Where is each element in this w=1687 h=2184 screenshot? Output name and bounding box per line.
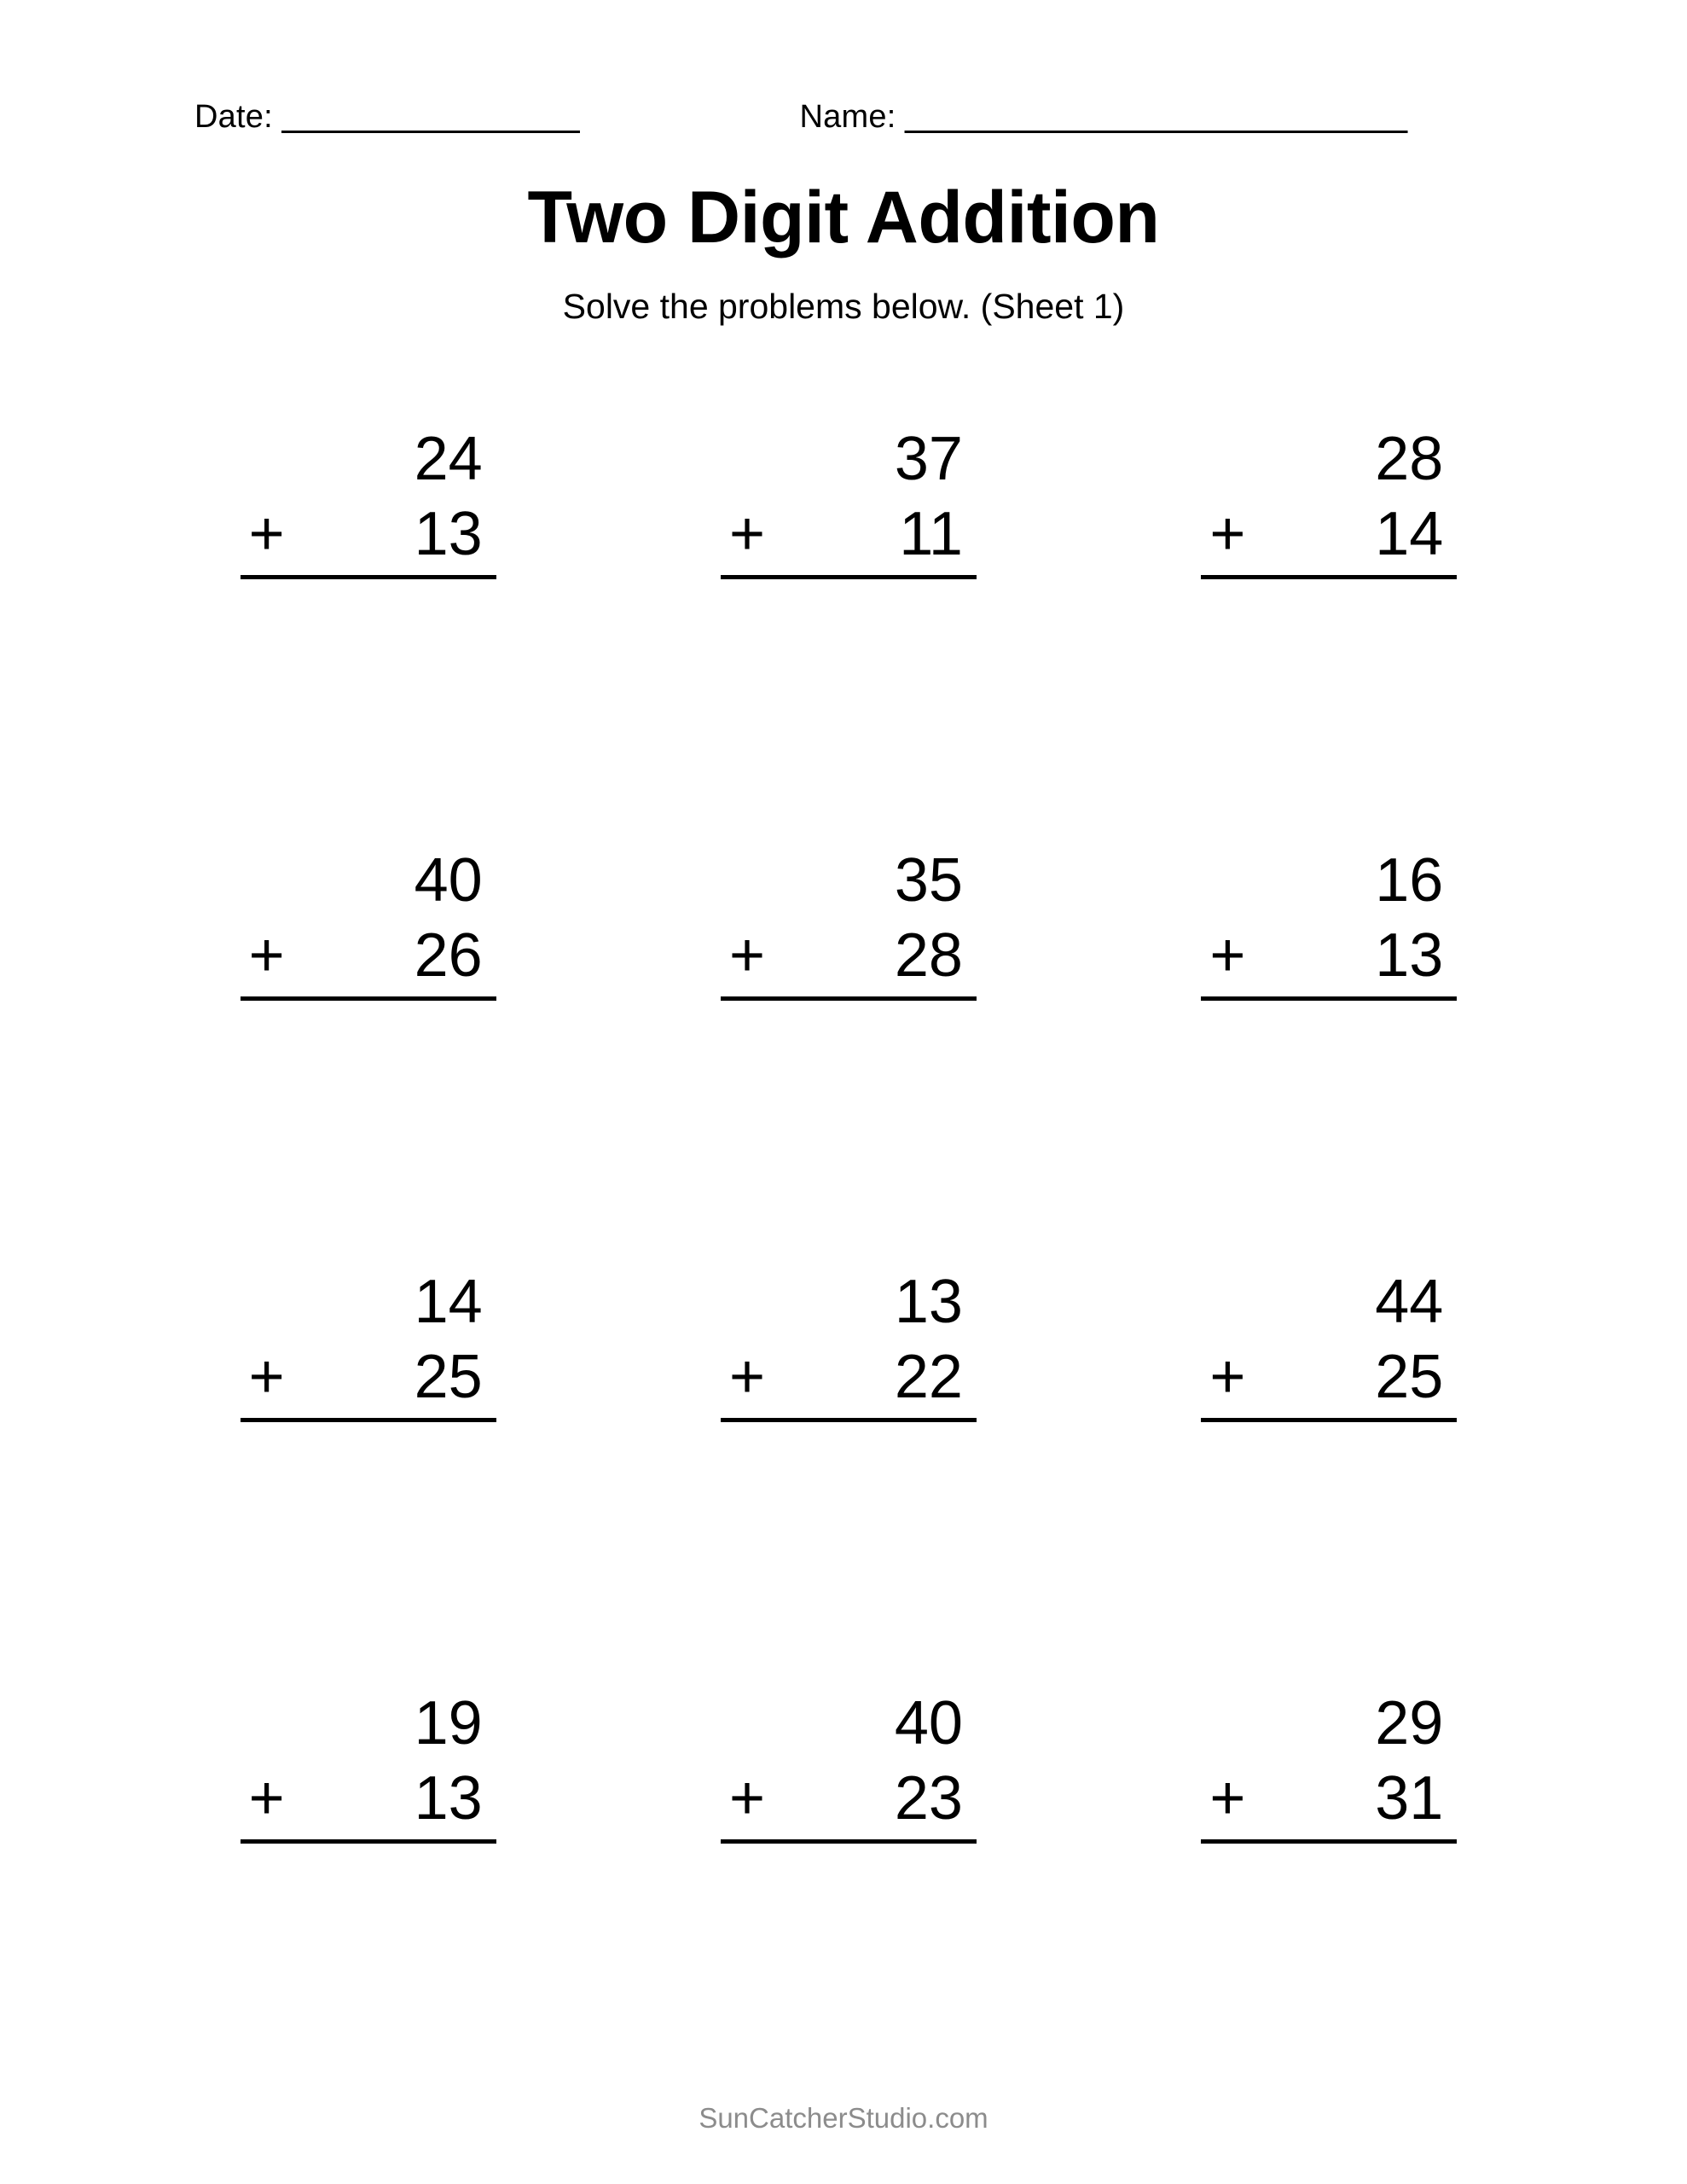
addend-bottom: 13 xyxy=(414,1764,483,1833)
plus-operator: + xyxy=(728,1764,766,1833)
addend-top: 16 xyxy=(1375,846,1444,915)
problem-cell xyxy=(608,1665,1088,2087)
addend-bottom: 13 xyxy=(1375,921,1444,990)
problem-8 xyxy=(721,1264,977,1482)
addend-bottom: 28 xyxy=(894,921,963,990)
addend-bottom-row xyxy=(241,918,496,1001)
plus-operator: + xyxy=(728,921,766,990)
answer-space[interactable] xyxy=(241,1001,496,1060)
addend-bottom: 31 xyxy=(1375,1764,1444,1833)
addend-bottom: 22 xyxy=(894,1343,963,1411)
addend-top: 13 xyxy=(894,1268,963,1336)
answer-space[interactable] xyxy=(241,1844,496,1903)
date-label: Date: xyxy=(194,99,273,135)
answer-space[interactable] xyxy=(721,579,977,639)
addend-bottom: 11 xyxy=(899,500,963,568)
addend-top: 28 xyxy=(1375,425,1444,493)
problem-cell xyxy=(1089,401,1569,822)
problem-6 xyxy=(1201,843,1457,1060)
problem-2 xyxy=(721,421,977,639)
answer-space[interactable] xyxy=(1201,579,1457,639)
addend-bottom-row xyxy=(721,918,977,1001)
addend-bottom-row xyxy=(1201,918,1457,1001)
addend-top: 44 xyxy=(1375,1268,1444,1336)
answer-space[interactable] xyxy=(721,1844,977,1903)
answer-space[interactable] xyxy=(721,1422,977,1482)
page-subtitle: Solve the problems below. (Sheet 1) xyxy=(562,287,1125,326)
addend-top: 40 xyxy=(894,1689,963,1757)
plus-operator: + xyxy=(728,1343,766,1411)
addend-bottom: 26 xyxy=(414,921,483,990)
name-field[interactable] xyxy=(800,101,1408,133)
problem-cell xyxy=(1089,822,1569,1244)
addend-bottom: 25 xyxy=(414,1343,483,1411)
problem-cell xyxy=(128,1665,608,2087)
answer-space[interactable] xyxy=(241,579,496,639)
answer-space[interactable] xyxy=(241,1422,496,1482)
problem-cell xyxy=(1089,1665,1569,2087)
addend-bottom: 25 xyxy=(1375,1343,1444,1411)
plus-operator: + xyxy=(1209,921,1246,990)
addend-bottom-row xyxy=(1201,497,1457,579)
plus-operator: + xyxy=(248,921,285,990)
date-field[interactable] xyxy=(194,101,580,133)
problem-10 xyxy=(241,1686,496,1903)
name-write-line[interactable] xyxy=(904,102,1407,133)
name-label: Name: xyxy=(799,99,896,135)
problem-cell xyxy=(128,822,608,1244)
problem-11 xyxy=(721,1686,977,1903)
answer-space[interactable] xyxy=(1201,1001,1457,1060)
footer-credit: SunCatcherStudio.com xyxy=(699,2102,988,2134)
addend-bottom-row xyxy=(241,497,496,579)
problem-9 xyxy=(1201,1264,1457,1482)
problems-grid xyxy=(128,401,1569,2087)
addend-bottom-row xyxy=(1201,1761,1457,1844)
addend-top: 29 xyxy=(1375,1689,1444,1757)
problem-1 xyxy=(241,421,496,639)
addend-bottom-row xyxy=(241,1339,496,1422)
date-write-line[interactable] xyxy=(281,102,580,133)
answer-space[interactable] xyxy=(1201,1844,1457,1903)
problem-cell xyxy=(608,822,1088,1244)
plus-operator: + xyxy=(1209,500,1246,568)
plus-operator: + xyxy=(248,1764,285,1833)
addend-bottom-row xyxy=(1201,1339,1457,1422)
addend-bottom-row xyxy=(721,1339,977,1422)
answer-space[interactable] xyxy=(1201,1422,1457,1482)
addend-bottom: 23 xyxy=(894,1764,963,1833)
answer-space[interactable] xyxy=(721,1001,977,1060)
addend-bottom-row xyxy=(721,497,977,579)
problem-cell xyxy=(1089,1244,1569,1665)
plus-operator: + xyxy=(1209,1764,1246,1833)
plus-operator: + xyxy=(248,1343,285,1411)
problem-5 xyxy=(721,843,977,1060)
problem-7 xyxy=(241,1264,496,1482)
addend-bottom-row xyxy=(241,1761,496,1844)
problem-cell xyxy=(608,401,1088,822)
problem-cell xyxy=(128,1244,608,1665)
plus-operator: + xyxy=(248,500,285,568)
problem-12 xyxy=(1201,1686,1457,1903)
problem-cell xyxy=(608,1244,1088,1665)
addend-top: 35 xyxy=(894,846,963,915)
addend-bottom: 14 xyxy=(1375,500,1444,568)
worksheet-header xyxy=(0,101,1687,160)
addend-top: 24 xyxy=(414,425,483,493)
addend-top: 37 xyxy=(894,425,963,493)
page-title: Two Digit Addition xyxy=(527,177,1160,258)
plus-operator: + xyxy=(728,500,766,568)
problem-4 xyxy=(241,843,496,1060)
addend-bottom-row xyxy=(721,1761,977,1844)
plus-operator: + xyxy=(1209,1343,1246,1411)
addend-bottom: 13 xyxy=(414,500,483,568)
addend-top: 19 xyxy=(414,1689,483,1757)
addend-top: 14 xyxy=(414,1268,483,1336)
problem-3 xyxy=(1201,421,1457,639)
problem-cell xyxy=(128,401,608,822)
addend-top: 40 xyxy=(414,846,483,915)
